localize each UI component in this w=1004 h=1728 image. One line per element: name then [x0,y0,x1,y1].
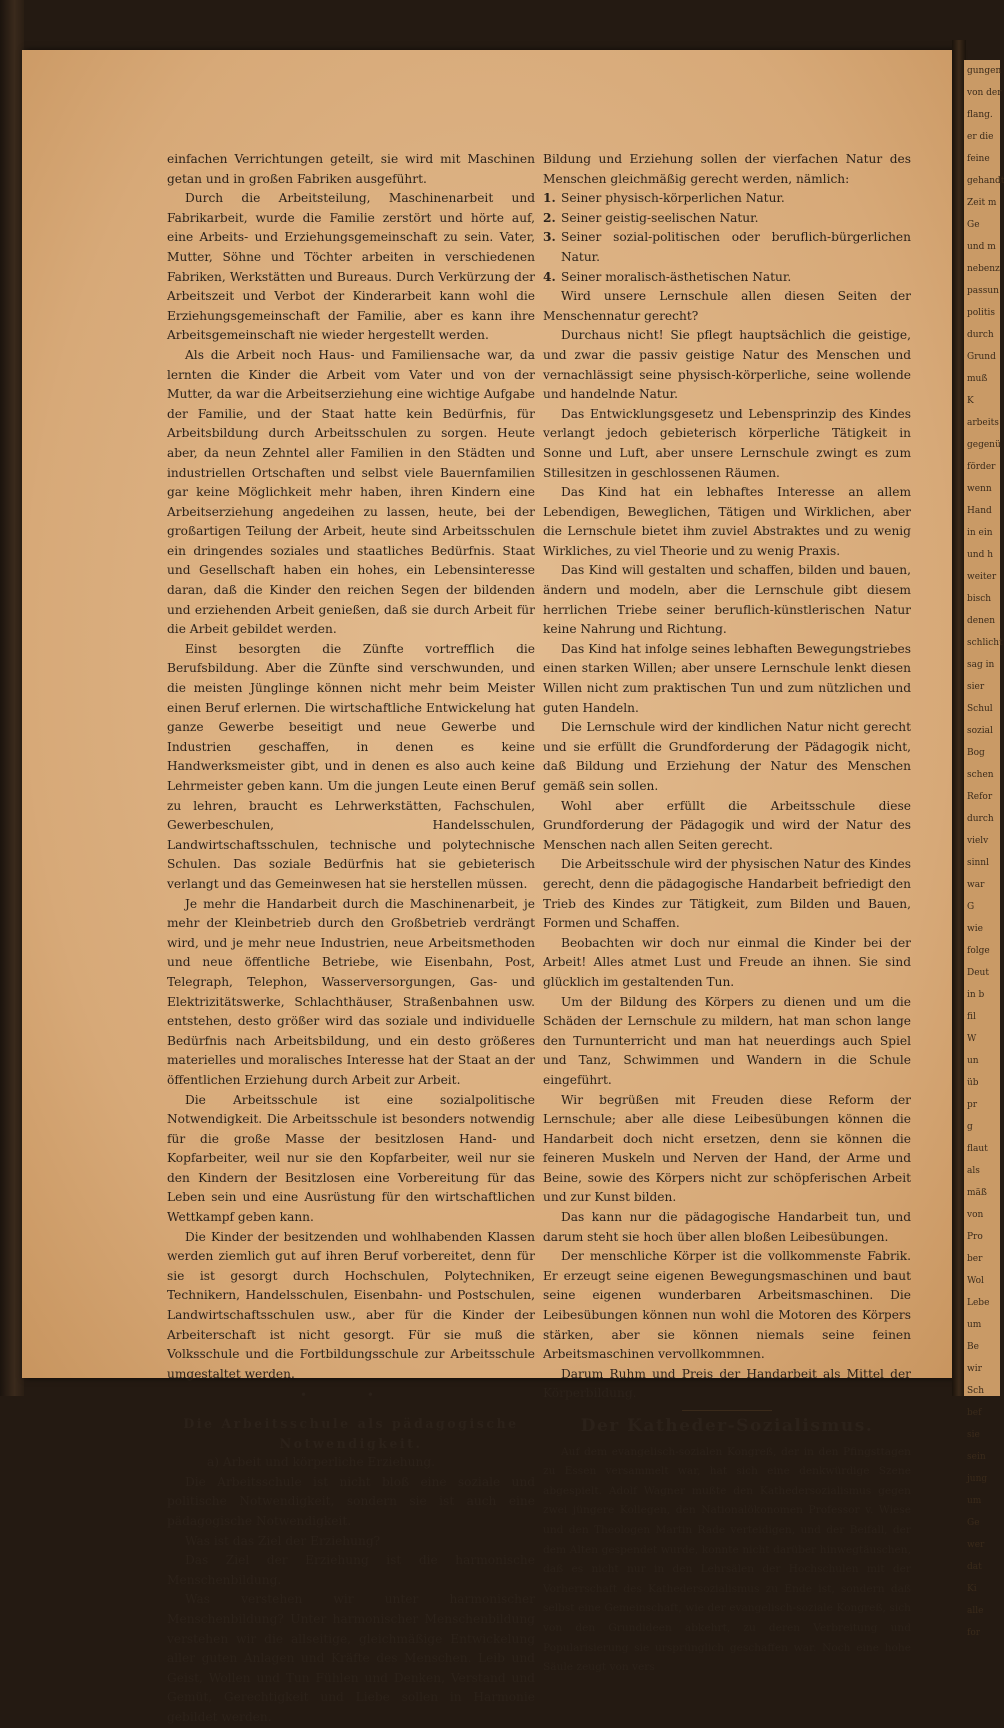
adjacent-page-fragment: üb [967,1078,979,1088]
adjacent-page-fragment: mäß [967,1188,987,1198]
paragraph: Die Arbeitsschule ist eine sozialpolitische Notwendigkeit. Die Arbeitsschule ist besonders notwendig für die große Masse der besitzlosen Hand- und Kopfarbeiter, weil nur sie den Kopfarbeiter, weil nur sie den Kindern der Besitzlosen eine Vorbereitung für das Leben sein und eine Ausrüstung für den wirtschaftlichen Wettkampf geben kann. [167,1092,535,1225]
adjacent-page-fragment: wenn [967,484,992,494]
adjacent-page-fragment: G [967,902,975,912]
paragraph: Um der Bildung des Körpers zu dienen und um die Schäden der Lernschule zu mildern, hat man schon lange den Turnunterricht und man hat neuerdings auch Spiel und Tanz, Schwimmen und Wandern in die Schule eingeführt. [543,994,911,1087]
adjacent-page-fragment: W [967,1034,977,1044]
paragraph: Als die Arbeit noch Haus- und Familiensache war, da lernten die Kinder die Arbeit vom Vater und von der Mutter, da war die Arbeitserziehung eine wichtige Aufgabe der Familie, und der Staat hatte kein Bedürfnis, für Arbeitsbildung durch Arbeitsschulen zu sorgen. Heute aber, da neun Zehntel aller Familien in den Städten und industriellen Ortschaften und selbst viele Bauernfamilien gar keine Möglichkeit mehr haben, ihren Kindern eine Arbeitserziehung angedeihen zu lassen, heute, bei der großartigen Teilung der Arbeit, heute sind Arbeitsschulen ein dringendes soziales und staatliches Bedürfnis. Staat und Gesellschaft haben ein hohes, ein Lebensinteresse daran, daß die Kinder den reichen Segen der bildenden und erziehenden Arbeit genießen, daß sie durch Arbeit für die Arbeit gebildet werden. [167,347,535,637]
paragraph: Die Arbeitsschule wird der physischen Natur des Kindes gerecht, denn die pädagogische Handarbeit befriedigt den Trieb des Kindes zur Tätigkeit, zum Bilden und Bauen, Formen und Schaffen. [543,857,911,931]
adjacent-page-fragment: durch [967,814,994,824]
adjacent-page-fragment: wie [967,924,983,934]
adjacent-page-fragment: um [967,1320,982,1330]
adjacent-page-fragment: schen [967,770,994,780]
paragraph: Wird unsere Lernschule allen diesen Seiten der Menschennatur gerecht? [543,289,911,323]
binding-edge [0,0,24,1396]
paragraph: Auf dem evangelisch-sozialen Kongreß, der in den Pfingsttagen zu Essen versammelt war, hat sich eine denkwürdige Szene abgespielt. Adolf Wagner mußte den Kathedersozialismus gegen zwei jüngere Kollegen, den Nationalökonomen Professor v. Wiese und den Theologen Martin Rade verteidigen, und der Beifall, der dem Alten gespendet wurde, konnte nicht darüber hinwegtäuschen, daß es nicht nur in den Lehrsälen der Hochschulen mit der Vorherrschaft des Kathedersozialismus zu Ende ist, sondern daß selbst eine Gemeinschaft, wie der evangelisch-soziale Kongreß, sich von den Grundideen abkehrt, zu deren Verbreitung und Popularisierung sie ursprünglich geschaffen war. Noch eine hohe Säule zeugt von vers [543,1445,911,1674]
adjacent-page-fragment: sier [967,682,985,692]
adjacent-page-fragment: denen [967,616,996,626]
adjacent-page-fragment: gegenü [967,440,1001,450]
list-text: Seiner geistig-seelischen Natur. [561,210,759,225]
adjacent-page-fragment: flang. [967,110,993,120]
article-body [543,1443,911,1678]
article-title: Der Katheder-Sozialismus. [580,1416,874,1436]
paragraph: Einst besorgten die Zünfte vortrefflich die Berufsbildung. Aber die Zünfte sind verschwunden, und die meisten Jünglinge können nicht mehr beim Meister einen Beruf erlernen. Die wirtschaftliche Entwickelung hat ganze Gewerbe beseitigt und neue Gewerbe und Industrien geschaffen, in denen es keine Handwerksmeister gibt, und in denen es also auch keine Lehrmeister geben kann. Um die jungen Leute einen Beruf zu lehren, braucht es Lehrwerkstätten, Fachschulen, Gewerbeschulen, Handelsschulen, Landwirtschaftsschulen, technische und polytechnische Schulen. Das soziale Bedürfnis hat sie gebieterisch verlangt und das Gemeinwesen hat sie herstellen müssen. [167,641,535,891]
paragraph: Die Lernschule wird der kindlichen Natur nicht gerecht und sie erfüllt die Grundforderung der Pädagogik nicht, daß Bildung und Erziehung der Natur des Menschen gemäß sein sollen. [543,720,911,793]
adjacent-page-fragment: Be [967,1342,979,1352]
paragraph: Darum Ruhm und Preis der Handarbeit als Mittel der Körperbildung. [543,1366,911,1401]
adjacent-page-fragment: gungen [967,66,1002,76]
adjacent-page-fragment: durch [967,330,994,340]
list-number: 3. [543,230,556,245]
adjacent-page-fragment: K [967,396,974,406]
adjacent-page-fragment: in ein [967,528,993,538]
adjacent-page-fragment: als [967,1166,980,1176]
adjacent-page-fragment: förder [967,462,996,472]
adjacent-page-fragment: schlicht [967,638,1003,648]
adjacent-page-fragment: Bog [967,748,985,758]
adjacent-page-fragment: Schul [967,704,993,714]
list-number: 4. [543,269,556,284]
adjacent-page-fragment: Ge [967,220,980,230]
adjacent-page-fragment: passun [967,286,999,296]
paragraph: Das Kind hat ein lebhaftes Interesse an allem Lebendigen, Beweglichen, Tätigen und Wirklichen, aber die Lernschule bietet ihm zuviel Abstraktes und zu wenig Wirkliches, zu viel Theorie und zu wenig Praxis. [543,485,911,558]
list-number: 1. [543,191,556,206]
list-text: Seiner sozial-politischen oder beruflich-bürgerlichen Natur. [561,230,911,264]
paragraph: Das Kind will gestalten und schaffen, bilden und bauen, ändern und modeln, aber die Lernschule gibt diesem herrlichen Triebe seiner beruflich-künstlerischen Natur keine Nahrung und Richtung. [543,563,911,637]
list-item [543,209,911,229]
adjacent-page-fragment: fil [967,1012,976,1022]
paragraph: Je mehr die Handarbeit durch die Maschinenarbeit, je mehr der Kleinbetrieb durch den Großbetrieb verdrängt wird, und je mehr neue Industrien, neue Arbeitsmethoden und neue öffentliche Betriebe, wie Eisenbahn, Post, Telegraph, Telephon, Wasserversorgungen, Gas- und Elektrizitätswerke, Schlachthäuser, Straßenbahnen usw. entstehen, desto größer wird das soziale und individuelle Bedürfnis nach Arbeitsbildung, und ein desto größeres materielles und moralisches Interesse hat der Staat an der öffentlichen Erziehung durch Arbeit zur Arbeit. [167,896,535,1087]
adjacent-page-fragment: arbeits [967,418,999,428]
adjacent-page-fragment: nebenz [967,264,1000,274]
paragraph: Die Kinder der besitzenden und wohlhabenden Klassen werden ziemlich gut auf ihren Beruf vorbereitet, denn für sie ist gesorgt durch Hochschulen, Polytechniken, Technikern, Handelsschulen, Eisenbahn- und Postschulen, Landwirtschaftsschulen usw., aber für die Kinder der Arbeiterschaft ist nicht gesorgt. Für sie muß die Volksschule und die Fortbildungsschule zur Arbeitsschule umgestaltet werden. [167,1229,535,1381]
adjacent-page-fragment: dat [967,1562,982,1572]
paragraph: Bildung und Erziehung sollen der vierfachen Natur des Menschen gleichmäßig gerecht werden, nämlich: [543,152,911,186]
paragraph: Was verstehen wir unter harmonischer Menschenbildung? Unter harmonischer Menschenbildung verstehen wir die allseitige, gleichmäßige Entwickelung aller guten Anlagen und Kräfte des Menschen. Leib und Geist, Wollen und Tun Fühlen und Denken, Verstand und Gemüt, Gerechtigkeit und Liebe sollen in Harmonie gebildet werden. [167,1592,535,1724]
adjacent-page-fragment: Grund [967,352,996,362]
paragraph: Beobachten wir doch nur einmal die Kinder bei der Arbeit! Alles atmet Lust und Freude an ihnen. Sie sind glücklich im gestaltenden Tun. [543,935,911,989]
paragraph: Das kann nur die pädagogische Handarbeit tun, und darum steht sie hoch über allen bloßen Leibesübungen. [543,1210,911,1244]
list-item [543,189,911,209]
adjacent-page-fragment: um [967,1496,982,1506]
section-heading: Die Arbeitsschule als pädagogische Notwendigkeit. [183,1416,519,1451]
paragraph: Wir begrüßen mit Freuden diese Reform der Lernschule; aber alle diese Leibesübungen können die Handarbeit doch nicht ersetzen, denn sie können die feineren Muskeln und Nerven der Hand, der Arme und Beine, sowie des Körpers nicht zur schöpferischen Arbeit und zur Kunst bilden. [543,1092,911,1205]
adjacent-page-fragment: wer [967,1540,985,1550]
adjacent-page-fragment: sein [967,1452,986,1462]
paragraph: Das Entwicklungsgesetz und Lebensprinzip des Kindes verlangt jedoch gebieterisch körperliche Tätigkeit in Sonne und Luft, aber unsere Lernschule zwingt es zum Stillesitzen in geschlossenen Räumen. [543,406,911,480]
list-item [543,228,911,267]
adjacent-page-fragment: von [967,1210,984,1220]
paragraph: Durch die Arbeitsteilung, Maschinenarbeit und Fabrikarbeit, wurde die Familie zerstört und hörte auf, eine Arbeits- und Erziehungsgemeinschaft zu sein. Vater, Mutter, Söhne und Töchter arbeiten in verschiedenen Fabriken, Werkstätten und Bureaus. Durch Verkürzung der Arbeitszeit und Verbot der Kinderarbeit kann wohl die Erziehungsgemeinschaft der Familie, aber es kann ihre Arbeitsgemeinschaft nie wieder hergestellt werden. [167,191,535,343]
adjacent-page-fragment: weiter [967,572,997,582]
adjacent-page-fragment: in b [967,990,985,1000]
list-item [543,268,911,288]
paragraph: Wohl aber erfüllt die Arbeitsschule diese Grundforderung der Pädagogik und wird der Natur des Menschen nach allen Seiten gerecht. [543,798,911,852]
adjacent-page-fragment: von der [967,88,1002,98]
adjacent-page-fragment: for [967,1628,981,1638]
adjacent-page-fragment: alle [967,1606,984,1616]
adjacent-page-fragment: flaut [967,1144,988,1154]
paragraph: Was ist das Ziel der Erziehung? [185,1533,381,1548]
adjacent-page-fragment: muß [967,374,988,384]
adjacent-page-fragment: Hand [967,506,992,516]
adjacent-page-fragment: sie [967,1430,980,1440]
left-column [167,150,535,1728]
right-column [543,150,911,1678]
list-text: Seiner physisch-körperlichen Natur. [561,191,785,206]
adjacent-page-fragment: war [967,880,985,890]
paragraph: Der menschliche Körper ist die vollkommenste Fabrik. Er erzeugt seine eigenen Bewegungsmaschinen und baut seine eigenen wunderbaren Arbeitsmaschinen. Die Leibesübungen können nun wohl die Motoren des Körpers stärken, aber sie können niemals seine feinen Arbeitsmaschinen vervollkommnen. [543,1249,911,1362]
adjacent-page-fragment: pr [967,1100,978,1110]
paragraph: Durchaus nicht! Sie pflegt hauptsächlich die geistige, und zwar die passiv geistige Natur des Menschen und vernachlässigt seine physisch-körperliche, seine wollende und handelnde Natur. [543,328,911,402]
adjacent-page-fragment: Lebe [967,1298,990,1308]
adjacent-page-fragment: gehandt [967,176,1004,186]
paragraph: einfachen Verrichtungen geteilt, sie wird mit Maschinen getan und in großen Fabriken ausgeführt. [167,152,535,186]
subsection-heading: a) Arbeit und körperliche Erziehung. [207,1455,436,1470]
adjacent-page-fragment: Zeit m [967,198,997,208]
adjacent-page-edge [964,60,1004,1638]
adjacent-page-fragment: und m [967,242,996,252]
adjacent-page-fragment: sag in [967,660,995,670]
adjacent-page-fragment: politis [967,308,996,318]
adjacent-page-fragment: wir [967,1364,982,1374]
adjacent-page-fragment: Deut [967,968,989,978]
adjacent-page-fragment: Sch [967,1386,985,1396]
paragraph: Die Arbeitsschule ist nicht bloß eine soziale und politische Notwendigkeit, sondern sie ist auch eine pädagogische Notwendigkeit. [167,1474,535,1528]
adjacent-page-fragment: sinnl [967,858,989,868]
nature-list [543,189,911,287]
adjacent-page-fragment: g [967,1122,973,1132]
adjacent-page-fragment: Pro [967,1232,983,1242]
section-separator-dots: • • [300,1388,402,1403]
paragraph: Das Kind hat infolge seines lebhaften Bewegungstriebes einen starken Willen; aber unsere Lernschule lenkt diesen Willen nicht zum praktischen Tun und zum nützlichen und guten Handeln. [543,641,911,715]
adjacent-page-fragment: un [967,1056,979,1066]
adjacent-page-fragment: bef [967,1408,982,1418]
adjacent-page-fragment: feine [967,154,990,164]
list-text: Seiner moralisch-ästhetischen Natur. [561,269,792,284]
divider-rule [682,1410,772,1411]
adjacent-page-fragment: Ki [967,1584,977,1594]
adjacent-page-fragment: sozial [967,726,993,736]
paragraph: Das Ziel der Erziehung ist die harmonische Menschenbildung. [167,1553,535,1587]
adjacent-page-fragment: folge [967,946,990,956]
adjacent-page-fragment: Refor [967,792,993,802]
list-number: 2. [543,210,556,225]
adjacent-page-fragment: jung [967,1474,988,1484]
adjacent-page-fragment: Wol [967,1276,984,1286]
adjacent-page-fragment: und h [967,550,994,560]
adjacent-page-fragment: vielv [967,836,989,846]
adjacent-page-fragment: er die [967,132,994,142]
adjacent-page-fragment: bisch [967,594,992,604]
adjacent-page-fragment: Ge [967,1518,980,1528]
adjacent-page-fragment: ber [967,1254,983,1264]
